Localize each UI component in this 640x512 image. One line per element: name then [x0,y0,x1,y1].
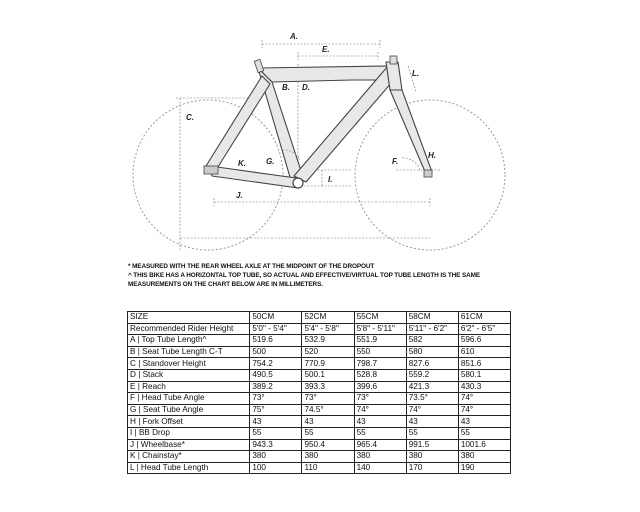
table-cell: 965.4 [354,439,406,451]
table-cell: 754.2 [250,358,302,370]
dim-label-f: F. [392,157,399,166]
table-row [128,404,511,416]
top-tube [258,66,392,82]
table-header-row [128,312,511,324]
header-cell: 52CM [302,312,354,324]
row-label: I | BB Drop [128,427,250,439]
table-cell: 73° [250,393,302,405]
table-cell: 430.3 [458,381,510,393]
table-cell: 380 [250,451,302,463]
table-cell: 43 [302,416,354,428]
table-cell: 100 [250,462,302,474]
table-cell: 532.9 [302,335,354,347]
row-label: H | Fork Offset [128,416,250,428]
dim-label-j: J. [236,191,243,200]
row-label: E | Reach [128,381,250,393]
dim-label-l: L. [412,69,420,78]
table-cell: 559.2 [406,369,458,381]
steerer [390,56,397,64]
table-row [128,462,511,474]
table-cell: 73° [354,393,406,405]
table-row [128,358,511,370]
note-line: * MEASURED WITH THE REAR WHEEL AXLE AT THE MIDPOINT OF THE DROPOUT [128,263,375,270]
table-row [128,381,511,393]
bike-frame [206,62,432,188]
table-row [128,323,511,335]
header-cell: 61CM [458,312,510,324]
row-label: L | Head Tube Length [128,462,250,474]
table-cell: 393.3 [302,381,354,393]
table-row [128,451,511,463]
geometry-table [127,311,511,474]
table-cell: 55 [406,427,458,439]
table-cell: 610 [458,346,510,358]
table-cell: 528.8 [354,369,406,381]
table-cell: 421.3 [406,381,458,393]
table-cell: 5'8" - 5'11" [354,323,406,335]
dim-label-b: B. [282,83,290,92]
table-cell: 73.5° [406,393,458,405]
dim-label-h: H. [428,151,436,160]
seat-post [254,59,263,72]
table-cell: 950.4 [302,439,354,451]
table-cell: 389.2 [250,381,302,393]
table-row [128,416,511,428]
front-dropout [424,170,432,177]
table-cell: 991.5 [406,439,458,451]
table-cell: 551.9 [354,335,406,347]
table-cell: 380 [354,451,406,463]
row-label: F | Head Tube Angle [128,393,250,405]
head-angle-arc [402,158,420,170]
table-cell: 55 [302,427,354,439]
header-cell: 58CM [406,312,458,324]
table-cell: 520 [302,346,354,358]
table-cell: 550 [354,346,406,358]
table-row [128,346,511,358]
table-cell: 74.5° [302,404,354,416]
table-cell: 582 [406,335,458,347]
dim-label-c: C. [186,113,194,122]
table-cell: 1001.6 [458,439,510,451]
dim-label-i: I. [328,175,333,184]
table-cell: 827.6 [406,358,458,370]
header-cell: SIZE [128,312,250,324]
table-row [128,335,511,347]
row-label: C | Standover Height [128,358,250,370]
dim-label-e: E. [322,45,330,54]
table-cell: 74° [458,404,510,416]
row-label: D | Stack [128,369,250,381]
dim-label-g: G. [266,157,275,166]
note-line: MEASUREMENTS ON THE CHART BELOW ARE IN MILLIMETERS. [128,281,323,288]
dim-label-k: K. [238,159,246,168]
chain-stay [210,166,298,188]
table-cell: 43 [250,416,302,428]
dim-label-d: D. [302,83,310,92]
table-cell: 74° [354,404,406,416]
table-cell: 399.6 [354,381,406,393]
table-cell: 43 [354,416,406,428]
row-label: J | Wheelbase* [128,439,250,451]
table-cell: 5'4" - 5'8" [302,323,354,335]
table-cell: 580 [406,346,458,358]
rear-dropout [204,166,218,174]
bottom-bracket [293,178,303,188]
table-cell: 580.1 [458,369,510,381]
table-cell: 5'11" - 6'2" [406,323,458,335]
table-cell: 500 [250,346,302,358]
row-label: K | Chainstay* [128,451,250,463]
table-cell: 798.7 [354,358,406,370]
table-cell: 55 [458,427,510,439]
table-row [128,393,511,405]
table-row [128,439,511,451]
table-cell: 73° [302,393,354,405]
note-line: ^ THIS BIKE HAS A HORIZONTAL TOP TUBE, SO ACTUAL AND EFFECTIVE/VIRTUAL TOP TUBE LENGTH IS THE SAME [128,272,481,279]
table-cell: 110 [302,462,354,474]
table-row [128,427,511,439]
row-label: G | Seat Tube Angle [128,404,250,416]
table-cell: 5'0" - 5'4" [250,323,302,335]
table-cell: 380 [302,451,354,463]
table-cell: 490.5 [250,369,302,381]
table-cell: 596.6 [458,335,510,347]
table-cell: 190 [458,462,510,474]
table-cell: 500.1 [302,369,354,381]
table-cell: 519.6 [250,335,302,347]
table-row [128,369,511,381]
measurement-notes [128,262,528,289]
table-cell: 75° [250,404,302,416]
table-cell: 943.3 [250,439,302,451]
seat-stay [206,76,270,170]
table-cell: 55 [354,427,406,439]
table-cell: 43 [406,416,458,428]
table-cell: 140 [354,462,406,474]
table-cell: 74° [458,393,510,405]
table-cell: 380 [406,451,458,463]
table-cell: 770.9 [302,358,354,370]
row-label: Recommended Rider Height [128,323,250,335]
table-cell: 55 [250,427,302,439]
table-cell: 43 [458,416,510,428]
header-cell: 55CM [354,312,406,324]
row-label: B | Seat Tube Length C-T [128,346,250,358]
header-cell: 50CM [250,312,302,324]
dim-label-a: A. [290,32,298,41]
table-cell: 170 [406,462,458,474]
table-cell: 380 [458,451,510,463]
table-cell: 74° [406,404,458,416]
table-cell: 6'2" - 6'5" [458,323,510,335]
table-cell: 851.6 [458,358,510,370]
row-label: A | Top Tube Length^ [128,335,250,347]
